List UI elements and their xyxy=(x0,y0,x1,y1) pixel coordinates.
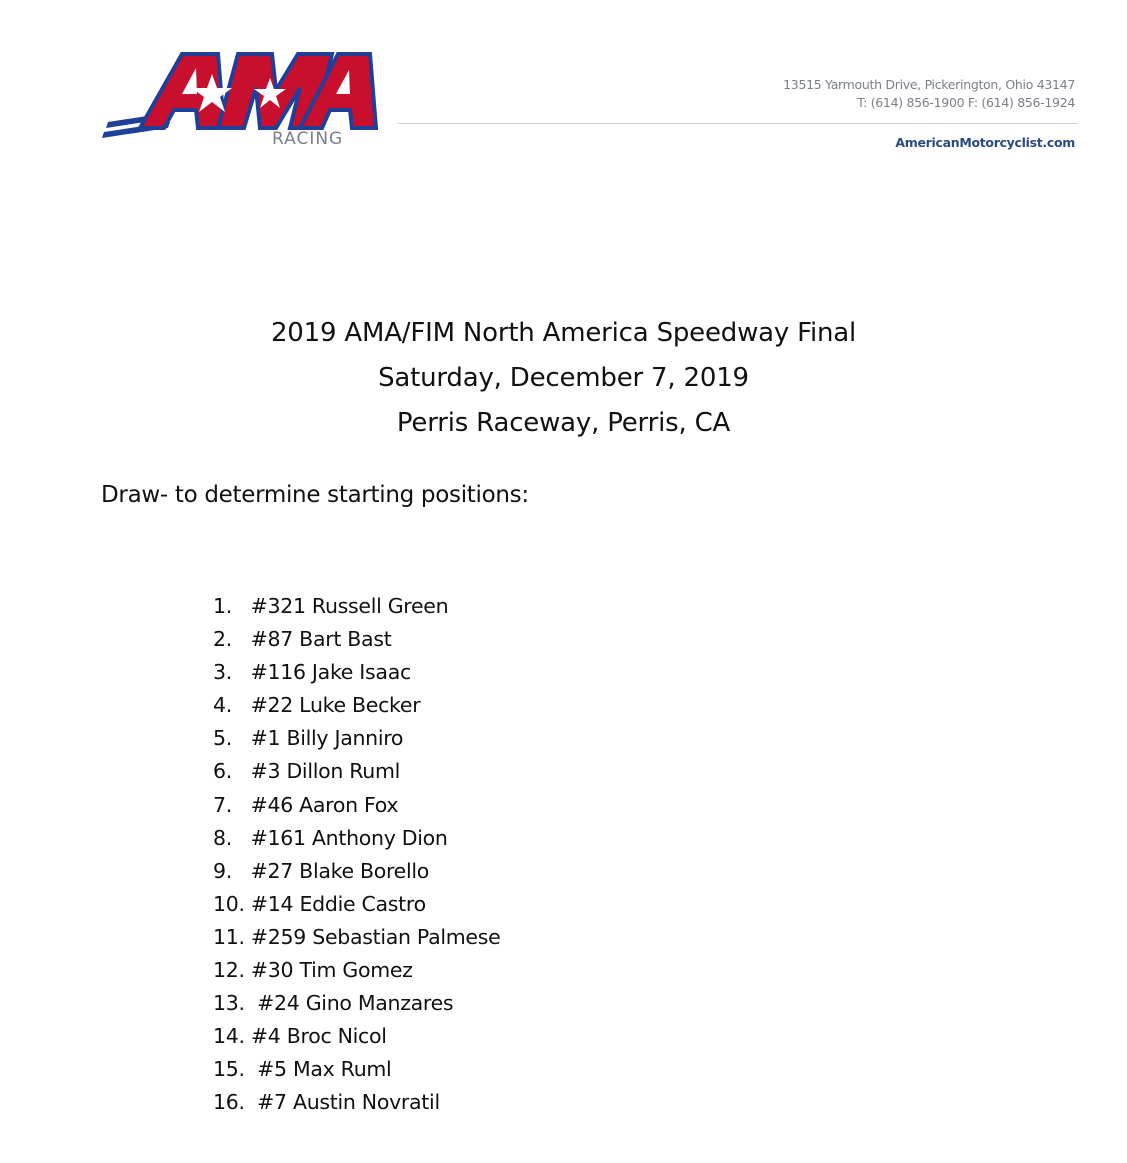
list-item: 6. #3 Dillon Ruml xyxy=(213,759,401,784)
list-item: 5. #1 Billy Janniro xyxy=(213,726,404,751)
list-item: 1. #321 Russell Green xyxy=(213,594,449,618)
list-item: 15. #5 Max Ruml xyxy=(213,1057,392,1082)
list-item: 10. #14 Eddie Castro xyxy=(213,891,426,916)
list-item: 14. #4 Broc Nicol xyxy=(213,1024,387,1049)
website-link[interactable]: AmericanMotorcyclist.com xyxy=(895,135,1075,150)
phone-line: T: (614) 856-1900 F: (614) 856-1924 xyxy=(857,95,1075,110)
list-item: 9. #27 Blake Borello xyxy=(213,858,430,883)
letterhead-address xyxy=(783,76,1075,112)
document-title: 2019 AMA/FIM North America Speedway Final xyxy=(270,318,857,348)
logo-racing-text: RACING xyxy=(272,129,344,149)
event-date: Saturday, December 7, 2019 xyxy=(378,363,749,393)
list-item: 3. #116 Jake Isaac xyxy=(213,660,411,685)
list-item: 7. #46 Aaron Fox xyxy=(213,792,399,817)
letterhead xyxy=(0,0,1127,180)
address-line: 13515 Yarmouth Drive, Pickerington, Ohio 43147 xyxy=(783,77,1075,92)
starting-positions-list xyxy=(213,590,500,1120)
list-item: 8. #161 Anthony Dion xyxy=(213,825,448,850)
letterhead-divider xyxy=(398,123,1078,124)
event-location: Perris Raceway, Perris, CA xyxy=(396,408,731,438)
list-item: 13. #24 Gino Manzares xyxy=(213,991,454,1016)
list-item: 12. #30 Tim Gomez xyxy=(213,958,413,983)
draw-label: Draw- to determine starting positions: xyxy=(101,482,529,508)
list-item: 2. #87 Bart Bast xyxy=(213,627,392,652)
list-item: 16. #7 Austin Novratil xyxy=(213,1090,440,1115)
list-item: 11. #259 Sebastian Palmese xyxy=(213,924,501,949)
list-item: 4. #22 Luke Becker xyxy=(213,693,421,718)
